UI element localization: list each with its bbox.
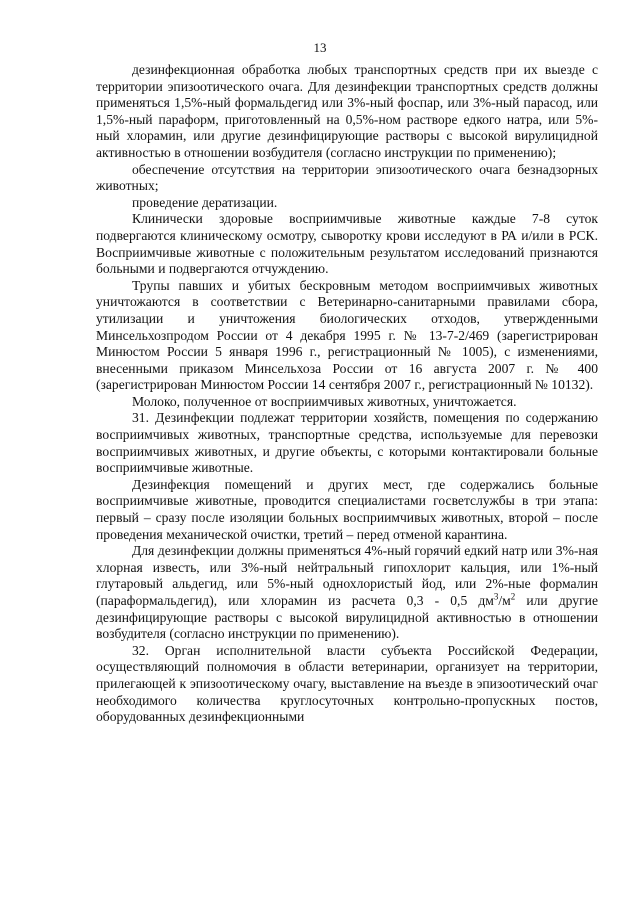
- unit-superscript-3: 3: [493, 591, 499, 602]
- paragraph-stray-animals: обеспечение отсутствия на территории эпизоотического очага безнадзорных животных;: [96, 161, 598, 194]
- paragraph-disinfection-transport: дезинфекционная обработка любых транспортных средств при их выезде с территории эпизоотического очага. Для дезинфекции транспортных средств должны применяться 1,5%-ный формальдегид или 3%-ный фоспар, или 3%-ный парасод, или 1,5%-ный параформ, приготовленный на 0,5%-ном растворе едкого натра, или 5%-ный хлорамин, или другие дезинфицирующие растворы с высокой вирулицидной активностью в отношении возбудителя (согласно инструкции по применению);: [96, 62, 598, 160]
- paragraph-disinfection-stages: Дезинфекция помещений и других мест, где содержались больные восприимчивые животные, проводится специалистами госветслужбы в три этапа: первый – сразу после изоляции больных восприимчивых животных, второй – после проведения механической очистки, третий – перед отменой карантина.: [96, 476, 598, 542]
- disinfectants-text: Для дезинфекции должны применяться 4%-ный горячий едкий натр или 3%-ная хлорная известь, или 3%-ный нейтральный гипохлорит кальция, или 1%-ный глутаровый альдегид, или 5%-ный однохлористый йод, или 2%-ные формалин (параформальдегид), или хлорамин из расчета 0,3 - 0,5 дм: [96, 543, 598, 608]
- paragraph-deratization: проведение дератизации.: [132, 194, 278, 210]
- paragraph-carcass-disposal: Трупы павших и убитых бескровным методом восприимчивых животных уничтожаются в соответствии с Ветеринарно-санитарными правилами сбора, утилизации и уничтожения биологических отходов, утвержденными Минсельхозпродом России от 4 декабря 1995 г. № 13-7-2/469 (зарегистрирован Минюстом России 5 января 1996 г., регистрационный № 1005), с изменениями, внесенными приказом Минсельхоза России от 16 августа 2007 г. № 400 (зарегистрирован Минюстом России 14 сентября 2007 г., регистрационный № 10132).: [96, 277, 598, 393]
- unit-separator: /м: [498, 593, 511, 608]
- paragraph-item-32: 32. Орган исполнительной власти субъекта Российской Федерации, осуществляющий полномочия в области ветеринарии, организует на территории, прилегающей к эпизоотическому очагу, выставление на въезде в эпизоотический очаг необходимого количества круглосуточных контрольно-пропускных постов, оборудованных дезинфекционными: [96, 642, 598, 725]
- document-body: [96, 62, 598, 726]
- paragraph-milk: Молоко, полученное от восприимчивых животных, уничтожается.: [132, 393, 517, 409]
- disinfectants-text-end: или другие дезинфицирующие растворы с высокой вирулицидной активностью в отношении возбудителя (согласно инструкции по применению).: [96, 593, 598, 642]
- paragraph-item-31: 31. Дезинфекции подлежат территории хозяйств, помещения по содержанию восприимчивых животных, транспортные средства, используемые для перевозки восприимчивых животных, и другие объекты, с которыми контактировали больные восприимчивые животные.: [96, 410, 598, 476]
- paragraph-clinical-examination: Клинически здоровые восприимчивые животные каждые 7-8 суток подвергаются клиническому осмотру, сыворотку крови исследуют в РА и/или в РСК. Восприимчивые животные с положительным результатом исследований признаются больными и подвергаются отчуждению.: [96, 211, 598, 277]
- unit-superscript-2: 2: [510, 591, 516, 602]
- page-number: 13: [313, 40, 327, 55]
- paragraph-disinfectants: [96, 543, 598, 643]
